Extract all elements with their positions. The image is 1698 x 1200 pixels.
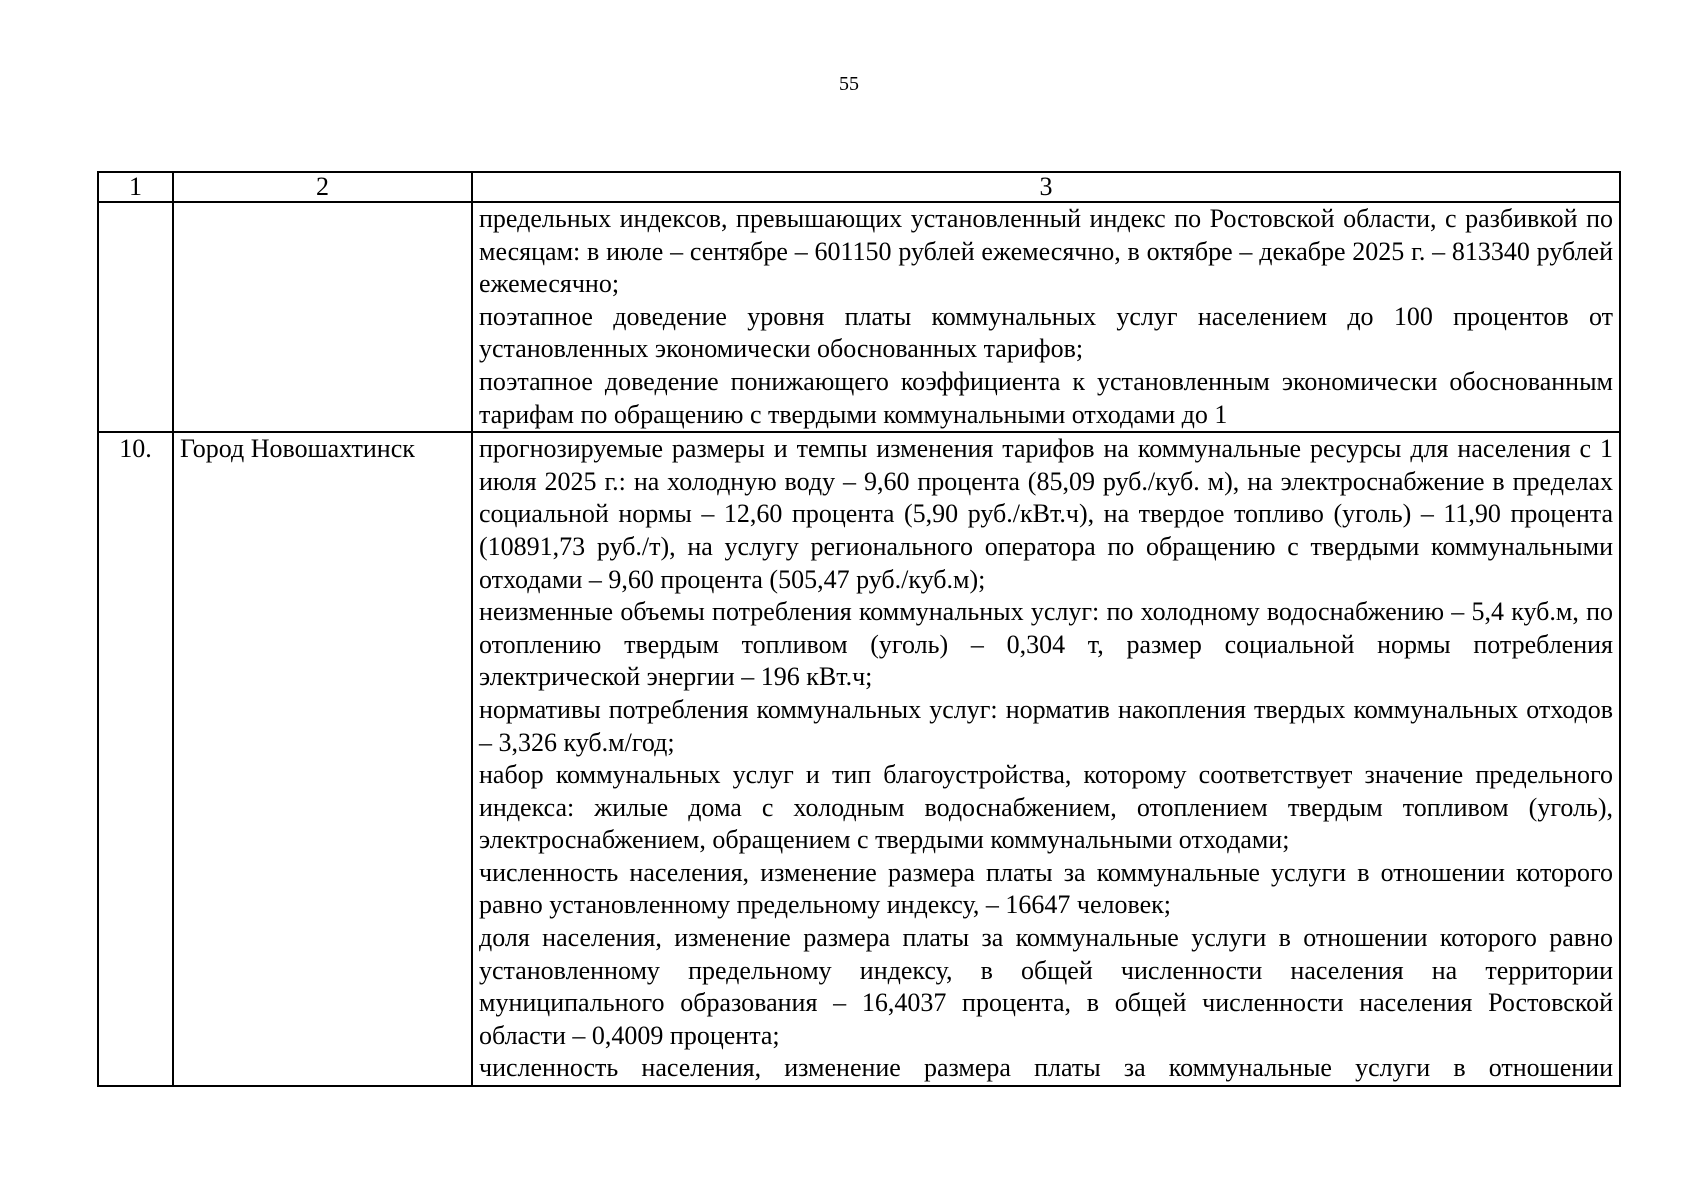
header-cell-2: 2 xyxy=(173,172,472,202)
municipality-name: Город Новошахтинск xyxy=(173,432,472,1086)
paragraph: численность населения, изменение размера платы за коммунальные услуги в отношении xyxy=(479,1053,1613,1083)
paragraph: поэтапное доведение понижающего коэффициента к установленным экономически обоснованным тарифам по обращению с твердыми коммунальными отходами до 1 xyxy=(479,366,1613,429)
page-number: 55 xyxy=(839,73,859,95)
row-number xyxy=(98,202,173,432)
paragraph: нормативы потребления коммунальных услуг: норматив накопления твердых коммунальных отходов – 3,326 куб.м/год; xyxy=(479,694,1613,757)
municipality-name xyxy=(173,202,472,432)
table-row xyxy=(98,432,1620,1086)
header-cell-3: 3 xyxy=(472,172,1620,202)
paragraph: прогнозируемые размеры и темпы изменения тарифов на коммунальные ресурсы для населения с 1 июля 2025 г.: на холодную воду – 9,60 процента (85,09 руб./куб. м), на электроснабжение в пределах социальной нормы – 12,60 процента (5,90 руб./кВт.ч), на твердое топливо (уголь) – 11,90 процента (10891,73 руб./т), на услугу регионального оператора по обращению с твердыми коммунальными отходами – 9,60 процента (505,47 руб./куб.м); xyxy=(479,434,1613,594)
paragraph: предельных индексов, превышающих установленный индекс по Ростовской области, с разбивкой по месяцам: в июле – сентябре – 601150 рублей ежемесячно, в октябре – декабре 2025 г. – 813340 рублей ежемесячно; xyxy=(479,204,1613,299)
paragraph: численность населения, изменение размера платы за коммунальные услуги в отношении которого равно установленному предельному индексу, – 16647 человек; xyxy=(479,857,1613,920)
paragraph: доля населения, изменение размера платы за коммунальные услуги в отношении которого равно установленному предельному индексу, в общей численности населения на территории муниципального образования – 16,4037 процента, в общей численности населения Ростовской области – 0,4009 процента; xyxy=(479,923,1613,1050)
paragraph: поэтапное доведение уровня платы коммунальных услуг населением до 100 процентов от установленных экономически обоснованных тарифов; xyxy=(479,301,1613,364)
table-row xyxy=(98,202,1620,432)
paragraph: набор коммунальных услуг и тип благоустройства, которому соответствует значение предельного индекса: жилые дома с холодным водоснабжением, отоплением твердым топливом (уголь), электроснабжением, обращением с твердыми коммунальными отходами; xyxy=(479,760,1613,855)
header-cell-1: 1 xyxy=(98,172,173,202)
description-cell xyxy=(472,432,1620,1086)
paragraph: неизменные объемы потребления коммунальных услуг: по холодному водоснабжению – 5,4 куб.м, по отоплению твердым топливом (уголь) – 0,304 т, размер социальной нормы потребления электрической энергии – 196 кВт.ч; xyxy=(479,597,1613,692)
row-number: 10. xyxy=(98,432,173,1086)
table-header-row xyxy=(98,172,1620,202)
description-cell xyxy=(472,202,1620,432)
data-table xyxy=(97,171,1621,1087)
